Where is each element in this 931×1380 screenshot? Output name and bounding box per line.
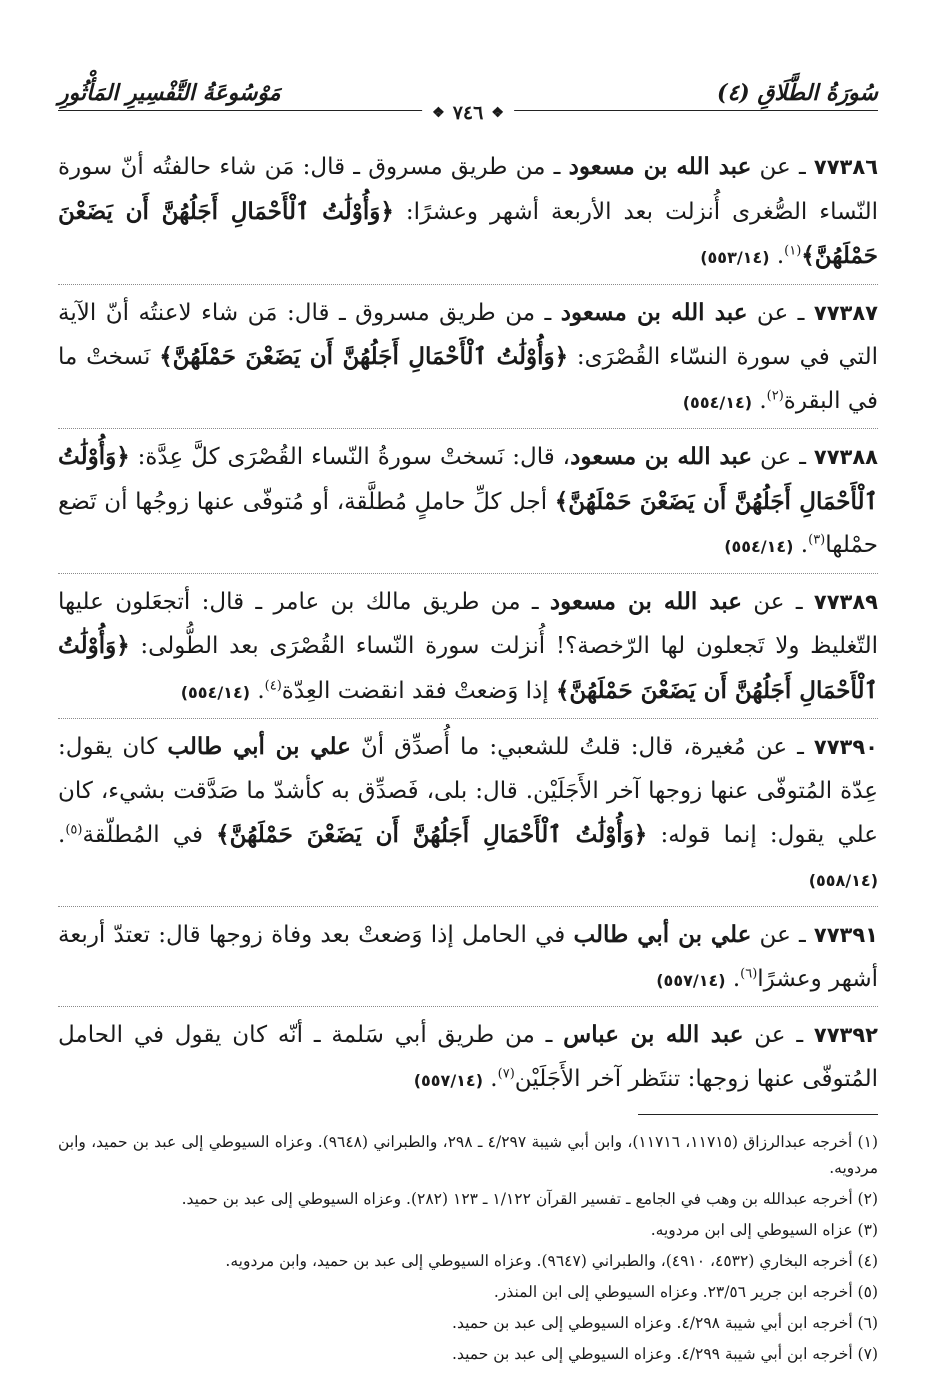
- footnote-marker[interactable]: (٣): [808, 532, 826, 548]
- narrations: [58, 145, 878, 1106]
- narration-text: .: [752, 387, 767, 414]
- surah-title: سُورَةُ الطَّلَاقِ (٤): [717, 80, 878, 106]
- narration-text: ـ عن: [752, 444, 814, 470]
- quran-verse: ﴿وَأُوْلَٰتُ ٱلْأَحْمَالِ أَجَلُهُنَّ أَن يَضَعْنَ حَمْلَهُنَّ﴾: [58, 632, 878, 704]
- quran-verse: ﴿وَأُوْلَٰتُ ٱلْأَحْمَالِ أَجَلُهُنَّ أَن يَضَعْنَ حَمْلَهُنَّ﴾: [216, 821, 648, 848]
- narration-text: ـ من طريق مسروق ـ قال: مَن شاء حالفتُه أنّ سورة النّساء الصُّغرى أُنزلت بعد الأربعة أشهر وعشرًا:: [58, 154, 878, 225]
- volume-page-ref: (٥٥٤/١٤): [682, 392, 753, 412]
- narration-number: ٧٧٣٩٢: [813, 1023, 878, 1047]
- footnote-item: (٣) عزاه السيوطي إلى ابن مردويه.: [650, 1221, 878, 1239]
- narrator-name: علي بن أبي طالب: [573, 921, 752, 948]
- footnote-item: (٢) أخرجه عبدالله بن وهب في الجامع ـ تفسير القرآن ١/١٢٢ ـ ١٢٣ (٢٨٢). وعزاه السيوطي إلى عبد بن حميد.: [181, 1190, 878, 1208]
- ornament-icon: ❖: [491, 105, 504, 121]
- narration-text: في المُطلّقة: [82, 822, 217, 848]
- narration-text: .: [58, 822, 66, 848]
- narration-text: ـ عن: [751, 922, 814, 948]
- narration-entry: [58, 145, 878, 285]
- footnotes: [58, 1129, 878, 1367]
- narration-text: ـ من طريق مالك بن عامر ـ قال: أتجعَلون عليها التّغليظ ولا تَجعلون لها الرّخصة؟! أُنزلت سورة النّساء القُصْرَى بعد الطُّولى:: [58, 588, 878, 659]
- narration-text: إذا وَضعتْ فقد انقضت العِدّة: [281, 677, 556, 704]
- footnote-item: (٥) أخرجه ابن جرير ٢٣/٥٦. وعزاه السيوطي إلى ابن المنذر.: [493, 1283, 878, 1301]
- quran-verse: ﴿وَأُوْلَٰتُ ٱلْأَحْمَالِ أَجَلُهُنَّ أَن يَضَعْنَ حَمْلَهُنَّ﴾: [58, 443, 878, 515]
- footnote-item: (١) أخرجه عبدالرزاق (١١٧١٥، ١١٧١٦)، وابن أبي شيبة ٤/٢٩٧ ـ ٢٩٨، والطبراني (٩٦٤٨). وعزاه السيوطي إلى عبد بن حميد، وابن مردويه.: [58, 1133, 878, 1177]
- narration-text: .: [483, 1065, 498, 1092]
- narration-entry: [58, 291, 878, 430]
- quran-verse: ﴿وَأُوْلَٰتُ ٱلْأَحْمَالِ أَجَلُهُنَّ أَن يَضَعْنَ حَمْلَهُنَّ﴾: [159, 343, 569, 370]
- narration-entry: [58, 725, 878, 907]
- narration-number: ٧٧٣٩٠: [813, 735, 878, 759]
- narration-text: .: [769, 243, 785, 269]
- narration-number: ٧٧٣٨٩: [813, 589, 878, 614]
- volume-page-ref: (٥٥٧/١٤): [656, 970, 726, 990]
- narrator-name: عبد الله بن مسعود: [570, 443, 753, 470]
- narration-text: ـ عن: [747, 299, 814, 326]
- narration-text: ، قال: نَسختْ سورةُ النّساء القُصْرَى كلَّ عِدَّة:: [129, 444, 571, 470]
- narrator-name: عبد الله بن مسعود: [568, 153, 752, 180]
- narration-text: ـ من طريق مسروق ـ قال: مَن شاء لاعنتُه أنّ الآية التي في سورة النسّاء القُصْرَى:: [58, 299, 878, 370]
- footnote-marker[interactable]: (٧): [497, 1065, 515, 1081]
- narration-text: ـ عن: [741, 588, 814, 615]
- narration-text: أجل كلِّ حاملٍ مُطلَّقة، أو مُتوفّى عنها زوجُها أن تَضع حمْلها: [58, 488, 878, 558]
- footnote-item: (٦) أخرجه ابن أبي شيبة ٤/٢٩٨. وعزاه السيوطي إلى عبد بن حميد.: [452, 1314, 878, 1332]
- narration-entry: [58, 1013, 878, 1106]
- narration-text: ـ عن: [751, 154, 814, 180]
- narration-number: ٧٧٣٨٦: [813, 155, 879, 179]
- narration-text: ـ عن: [743, 1022, 814, 1048]
- ornament-icon: ❖: [432, 105, 445, 121]
- footnote-divider: [638, 1114, 878, 1115]
- narrator-name: عبد الله بن مسعود: [560, 298, 748, 326]
- footnote-marker[interactable]: (٢): [766, 387, 784, 403]
- page-number: ٧٤٦: [452, 102, 484, 124]
- footnote-marker[interactable]: (١): [784, 243, 802, 259]
- narrator-name: عبد الله بن عباس: [563, 1021, 744, 1048]
- footnote-item: (٧) أخرجه ابن أبي شيبة ٤/٢٩٩. وعزاه السيوطي إلى عبد بن حميد.: [452, 1345, 878, 1363]
- page-number-block: [422, 102, 514, 124]
- narration-number: ٧٧٣٨٧: [813, 300, 878, 325]
- volume-page-ref: (٥٥٨/١٤): [808, 870, 878, 890]
- narration-text: كان يقول: عِدّة المُتوفّى عنها زوجها آخر الأَجَلَيْن. قال: بلى، فَصدِّق به كأشدّ ما صَدَّقت بشيء، كان علي يقول: إنما قوله:: [58, 734, 878, 848]
- narration-entry: [58, 580, 878, 720]
- volume-page-ref: (٥٥٣/١٤): [700, 248, 770, 267]
- volume-page-ref: (٥٥٤/١٤): [180, 682, 251, 702]
- footnote-marker[interactable]: (٦): [740, 965, 758, 981]
- running-header: [58, 74, 878, 124]
- narration-number: ٧٧٣٨٨: [813, 445, 878, 469]
- narration-entry: [58, 913, 878, 1007]
- narration-text: .: [250, 677, 265, 704]
- volume-page-ref: (٥٥٤/١٤): [724, 537, 794, 556]
- footnote-item: (٤) أخرجه البخاري (٤٥٣٢، ٤٩١٠)، والطبراني (٩٦٤٧). وعزاه السيوطي إلى عبد بن حميد، وابن مردويه.: [225, 1252, 878, 1270]
- footnote-marker[interactable]: (٤): [264, 677, 282, 693]
- book-page: [58, 74, 878, 1372]
- narrator-name: علي بن أبي طالب: [167, 733, 351, 760]
- volume-page-ref: (٥٥٧/١٤): [413, 1070, 483, 1090]
- narration-text: ـ من طريق أبي سَلمة ـ أنّه كان يقول في الحامل المُتوفّى عنها زوجها: تنتَظر آخر الأَجَلَيْن: [58, 1022, 878, 1092]
- quran-verse: ﴿وَأُوْلَٰتُ ٱلْأَحْمَالِ أَجَلُهُنَّ أَن يَضَعْنَ حَمْلَهُنَّ﴾: [58, 197, 878, 269]
- footnote-marker[interactable]: (٥): [65, 822, 83, 838]
- narration-text: ـ عن مُغيرة، قال: قلتُ للشعبي: ما أُصدِّق أنّ: [350, 734, 814, 760]
- narrator-name: عبد الله بن مسعود: [549, 587, 742, 615]
- narration-text: في الحامل إذا وَضعتْ بعد وفاة زوجها قال: تعتدّ أربعة أشهر وعشرًا: [58, 922, 878, 992]
- narration-text: نَسختْ ما في البقرة: [58, 344, 878, 414]
- narration-number: ٧٧٣٩١: [813, 923, 878, 947]
- narration-entry: [58, 435, 878, 574]
- book-title: مَوْسُوعَةُ التَّفْسِيرِ المَأْثُورِ: [58, 80, 281, 106]
- narration-text: .: [793, 532, 809, 558]
- narration-text: .: [725, 965, 741, 992]
